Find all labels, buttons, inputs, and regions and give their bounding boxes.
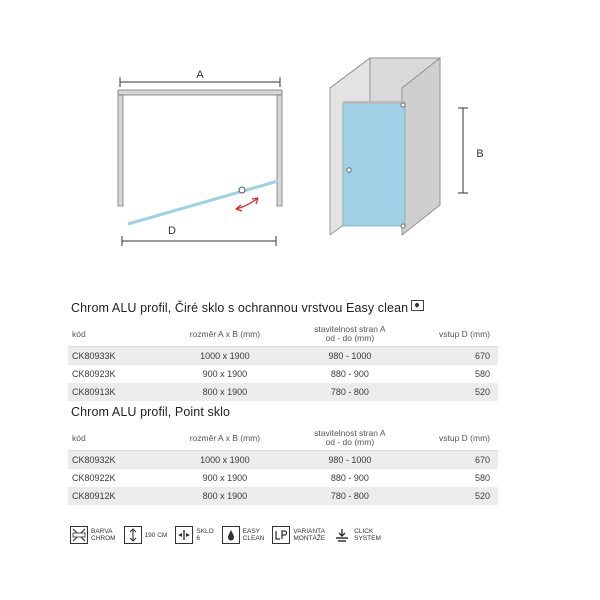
glass-thickness-icon: [175, 526, 193, 544]
cell-adjust: 980 - 1000: [288, 347, 411, 366]
cell-size: 800 x 1900: [161, 487, 288, 505]
top-wall: [118, 90, 282, 95]
cell-out: 580: [411, 469, 498, 487]
feature-easy-clean: [222, 526, 265, 544]
feature-color-line1: BARVA: [91, 528, 113, 535]
table-row: [68, 347, 498, 366]
cell-adjust: 780 - 800: [288, 487, 411, 505]
easy-clean-mini-icon: [411, 300, 424, 311]
cell-adjust: 780 - 800: [288, 383, 411, 401]
cell-out: 520: [411, 383, 498, 401]
table-row: [68, 383, 498, 401]
cell-code: CK80922K: [68, 469, 161, 487]
cell-adjust: 880 - 900: [288, 365, 411, 383]
feature-click-system-line1: CLICK: [354, 528, 374, 535]
feature-easy-clean-line2: CLEAN: [242, 535, 265, 542]
header-adjust: stavitelnost stran A od - do (mm): [288, 426, 411, 451]
cell-out: 580: [411, 365, 498, 383]
section2-title-text: Chrom ALU profil, Point sklo: [71, 405, 231, 419]
diagram-svg: [0, 0, 600, 290]
cell-adjust: 980 - 1000: [288, 451, 411, 470]
header-size: rozměr A x B (mm): [161, 322, 288, 347]
feature-icons-row: [70, 522, 381, 548]
cell-size: 1000 x 1900: [161, 347, 288, 366]
cell-out: 670: [411, 451, 498, 470]
section1-title-text: Chrom ALU profil, Čiré sklo s ochrannou vrstvou Easy clean: [71, 301, 409, 315]
feature-click-system: [333, 526, 381, 544]
door-hinge-icon: [239, 187, 245, 193]
feature-height-line1: 190 CM: [144, 531, 168, 539]
left-wall: [118, 95, 123, 206]
cell-code: CK80932K: [68, 451, 161, 470]
cell-code: CK80923K: [68, 365, 161, 383]
cell-out: 670: [411, 347, 498, 366]
door-glass-top-view: [128, 181, 278, 224]
right-wall-3d: [402, 58, 440, 235]
door-handle-icon: [347, 168, 351, 172]
product-diagrams: [0, 0, 600, 290]
dimension-b-label: B: [476, 148, 484, 160]
feature-color-line2: CHROM: [91, 535, 116, 542]
header-code: kód: [68, 322, 161, 347]
section2-table: [68, 426, 498, 505]
table-header-row: [68, 322, 498, 347]
feature-height: [124, 526, 168, 544]
feature-glass-line2: 6: [196, 535, 200, 542]
height-arrow-icon: [124, 526, 142, 544]
perspective-diagram: [330, 58, 484, 235]
cell-adjust: 880 - 900: [288, 469, 411, 487]
section1-title: [71, 300, 424, 315]
table-row: [68, 451, 498, 470]
click-system-icon: [333, 526, 351, 544]
feature-mounting: [272, 526, 325, 544]
section1-table: [68, 322, 498, 401]
feature-color: [70, 526, 116, 544]
cell-code: CK80913K: [68, 383, 161, 401]
feature-mounting-line1: VARIANTA: [293, 528, 325, 535]
table-row: [68, 365, 498, 383]
header-size: rozměr A x B (mm): [161, 426, 288, 451]
table-row: [68, 487, 498, 505]
cell-size: 900 x 1900: [161, 469, 288, 487]
cell-code: CK80933K: [68, 347, 161, 366]
cell-out: 520: [411, 487, 498, 505]
header-out: vstup D (mm): [411, 426, 498, 451]
left-right-icon: [272, 526, 290, 544]
section2-title: [71, 405, 230, 419]
feature-click-system-line2: SYSTEM: [354, 535, 381, 542]
swing-arrow-icon: [236, 198, 258, 209]
water-drop-icon: [222, 526, 240, 544]
color-swatch-icon: [70, 526, 88, 544]
cell-code: CK80912K: [68, 487, 161, 505]
feature-mounting-line2: MONTÁŽE: [293, 535, 326, 542]
table-header-row: [68, 426, 498, 451]
top-view-diagram: [118, 69, 282, 246]
feature-glass: [175, 526, 213, 544]
header-out: vstup D (mm): [411, 322, 498, 347]
cell-size: 900 x 1900: [161, 365, 288, 383]
dimension-a-label: A: [196, 69, 204, 81]
header-code: kód: [68, 426, 161, 451]
feature-easy-clean-line1: EASY: [242, 528, 261, 535]
feature-glass-line1: SKLO: [196, 528, 214, 535]
right-wall: [277, 95, 282, 206]
cell-size: 800 x 1900: [161, 383, 288, 401]
cell-size: 1000 x 1900: [161, 451, 288, 470]
table-row: [68, 469, 498, 487]
header-adjust: stavitelnost stran A od - do (mm): [288, 322, 411, 347]
door-glass-3d: [343, 103, 405, 226]
dimension-d-label: D: [168, 225, 176, 237]
